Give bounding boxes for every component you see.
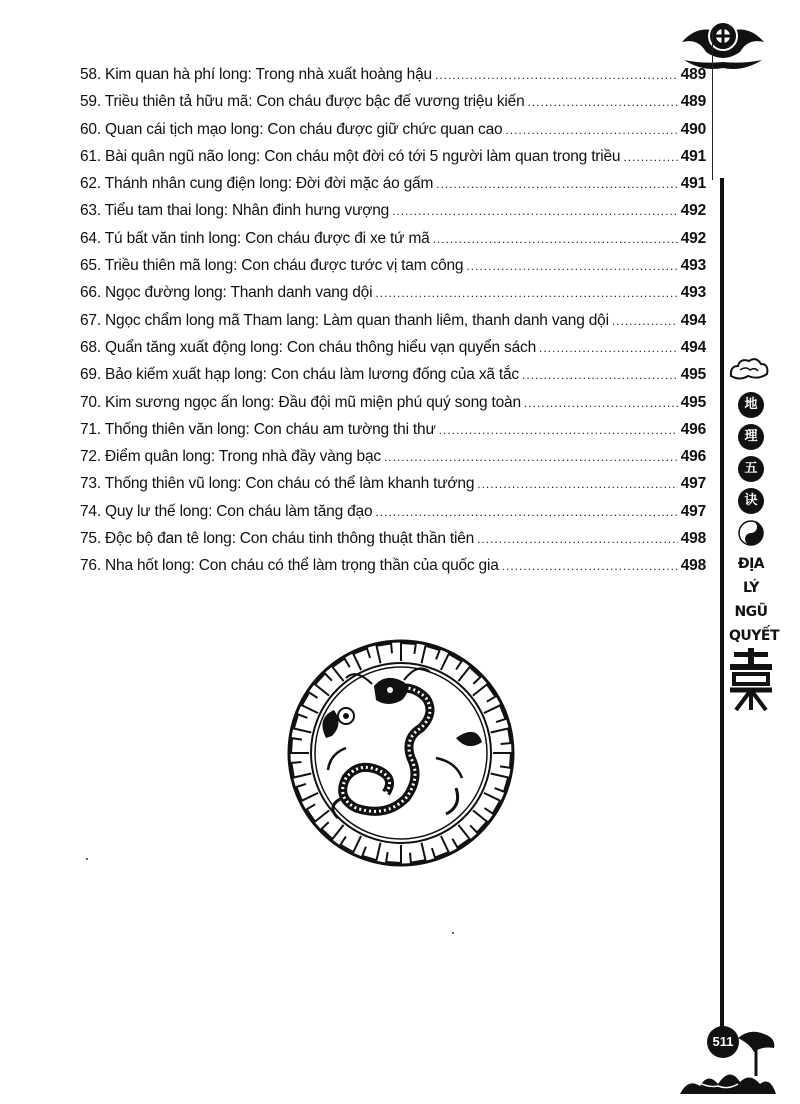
- seal-character-icon: [728, 648, 774, 712]
- dot-leader: [623, 150, 677, 164]
- table-of-contents: [80, 66, 706, 585]
- toc-entry: [80, 394, 706, 421]
- toc-entry-page: 489: [680, 66, 706, 83]
- dot-leader: [436, 177, 678, 191]
- toc-entry-title: 76. Nha hốt long: Con cháu có thể làm trọng thần của quốc gia: [80, 557, 499, 575]
- dot-leader: [502, 559, 678, 573]
- paper-speck: [452, 932, 454, 934]
- sidebar-title-line: QUYẾT: [729, 628, 780, 644]
- toc-entry-page: 495: [680, 366, 706, 384]
- dot-leader: [612, 314, 678, 328]
- dot-leader: [433, 232, 678, 246]
- toc-entry-page: 493: [680, 257, 706, 275]
- toc-entry: [80, 148, 706, 175]
- toc-entry-page: 498: [680, 557, 706, 575]
- dot-leader: [466, 259, 677, 273]
- toc-entry: [80, 175, 706, 202]
- toc-entry: [80, 475, 706, 502]
- toc-entry-title: 60. Quan cái tịch mạo long: Con cháu được giữ chức quan cao: [80, 120, 503, 138]
- dot-leader: [375, 286, 677, 300]
- dot-leader: [528, 95, 678, 109]
- toc-entry-page: 495: [680, 393, 706, 411]
- toc-entry-page: 491: [680, 147, 706, 165]
- sidebar-dot: 地: [738, 392, 764, 418]
- yin-yang-icon: [738, 520, 764, 546]
- toc-entry: [80, 448, 706, 475]
- dot-leader: [435, 68, 678, 82]
- toc-entry-title: 64. Tú bất văn tinh long: Con cháu được đi xe tứ mã: [80, 229, 430, 247]
- dot-leader: [477, 477, 677, 491]
- toc-entry-page: 497: [680, 502, 706, 520]
- toc-entry-title: 61. Bài quân ngũ não long: Con cháu một đời có tới 5 người làm quan trong triều: [80, 147, 621, 165]
- dot-leader: [539, 341, 678, 355]
- toc-entry-page: 498: [680, 530, 706, 548]
- toc-entry-page: 489: [680, 93, 706, 111]
- toc-entry: [80, 284, 706, 311]
- dot-leader: [477, 532, 678, 546]
- sidebar-title-line: ĐỊA: [737, 556, 765, 572]
- toc-entry: [80, 66, 706, 93]
- dot-leader: [505, 123, 677, 137]
- toc-entry: [80, 503, 706, 530]
- toc-entry: [80, 339, 706, 366]
- toc-entry-title: 65. Triều thiên mã long: Con cháu được tước vị tam công: [80, 257, 464, 275]
- toc-entry-page: 493: [680, 284, 706, 302]
- sidebar-dot: 理: [738, 424, 764, 450]
- toc-entry-title: 68. Quẩn tăng xuất động long: Con cháu thông hiểu vạn quyển sách: [80, 338, 536, 356]
- sidebar-dot: 诀: [738, 488, 764, 514]
- sidebar-title-line: NGŨ: [734, 604, 768, 620]
- toc-entry-title: 67. Ngọc chẩm long mã Tham lang: Làm quan thanh liêm, thanh danh vang dội: [80, 311, 609, 329]
- toc-entry-page: 497: [680, 475, 706, 493]
- toc-entry-title: 58. Kim quan hà phí long: Trong nhà xuất hoàng hậu: [80, 66, 432, 83]
- toc-entry-page: 494: [680, 311, 706, 329]
- toc-entry-title: 74. Quy lư thế long: Con cháu làm tăng đạo: [80, 502, 373, 520]
- lotus-ornament-icon: [678, 2, 768, 76]
- toc-entry: [80, 202, 706, 229]
- toc-entry: [80, 421, 706, 448]
- dragon-medallion-icon: [286, 638, 516, 868]
- toc-entry-page: 494: [680, 338, 706, 356]
- dot-leader: [375, 505, 677, 519]
- toc-entry-page: 496: [680, 420, 706, 438]
- toc-entry-title: 75. Độc bộ đan tê long: Con cháu tinh thông thuật thần tiên: [80, 530, 475, 548]
- dot-leader: [439, 423, 678, 437]
- toc-entry-title: 63. Tiểu tam thai long: Nhân đinh hưng vượng: [80, 202, 390, 220]
- toc-entry: [80, 93, 706, 120]
- toc-entry-title: 73. Thống thiên vũ long: Con cháu có thể làm khanh tướng: [80, 475, 475, 493]
- toc-entry: [80, 366, 706, 393]
- page-number: 511: [707, 1026, 739, 1058]
- toc-entry-title: 72. Điểm quân long: Trong nhà đầy vàng bạc: [80, 448, 381, 466]
- toc-entry: [80, 312, 706, 339]
- toc-entry: [80, 557, 706, 584]
- side-rule-thin: [712, 30, 713, 180]
- paper-speck: [86, 858, 88, 860]
- dot-leader: [392, 204, 678, 218]
- toc-entry-page: 492: [680, 229, 706, 247]
- toc-entry-title: 71. Thống thiên văn long: Con cháu am tường thi thư: [80, 420, 436, 438]
- toc-entry-title: 66. Ngọc đường long: Thanh danh vang dội: [80, 284, 373, 302]
- dot-leader: [522, 368, 678, 382]
- toc-entry: [80, 257, 706, 284]
- toc-entry: [80, 230, 706, 257]
- dot-leader: [524, 396, 678, 410]
- toc-entry-title: 70. Kim sương ngọc ấn long: Đầu đội mũ miện phú quý song toàn: [80, 393, 521, 411]
- toc-entry: [80, 530, 706, 557]
- dot-leader: [384, 450, 678, 464]
- sidebar-dot: 五: [738, 456, 764, 482]
- cloud-icon: [728, 356, 770, 382]
- sidebar-title-line: LÝ: [743, 580, 759, 596]
- toc-entry-title: 62. Thánh nhân cung điện long: Đời đời mặc áo gấm: [80, 175, 434, 193]
- toc-entry-page: 492: [680, 202, 706, 220]
- toc-entry-page: 496: [680, 448, 706, 466]
- side-rule: [720, 178, 724, 1028]
- toc-entry-title: 59. Triều thiên tả hữu mã: Con cháu được bậc đế vương triệu kiến: [80, 93, 525, 111]
- toc-entry: [80, 121, 706, 148]
- toc-entry-title: 69. Bảo kiếm xuất hạp long: Con cháu làm lương đống của xã tắc: [80, 366, 519, 384]
- toc-entry-page: 491: [680, 175, 706, 193]
- toc-entry-page: 490: [680, 120, 706, 138]
